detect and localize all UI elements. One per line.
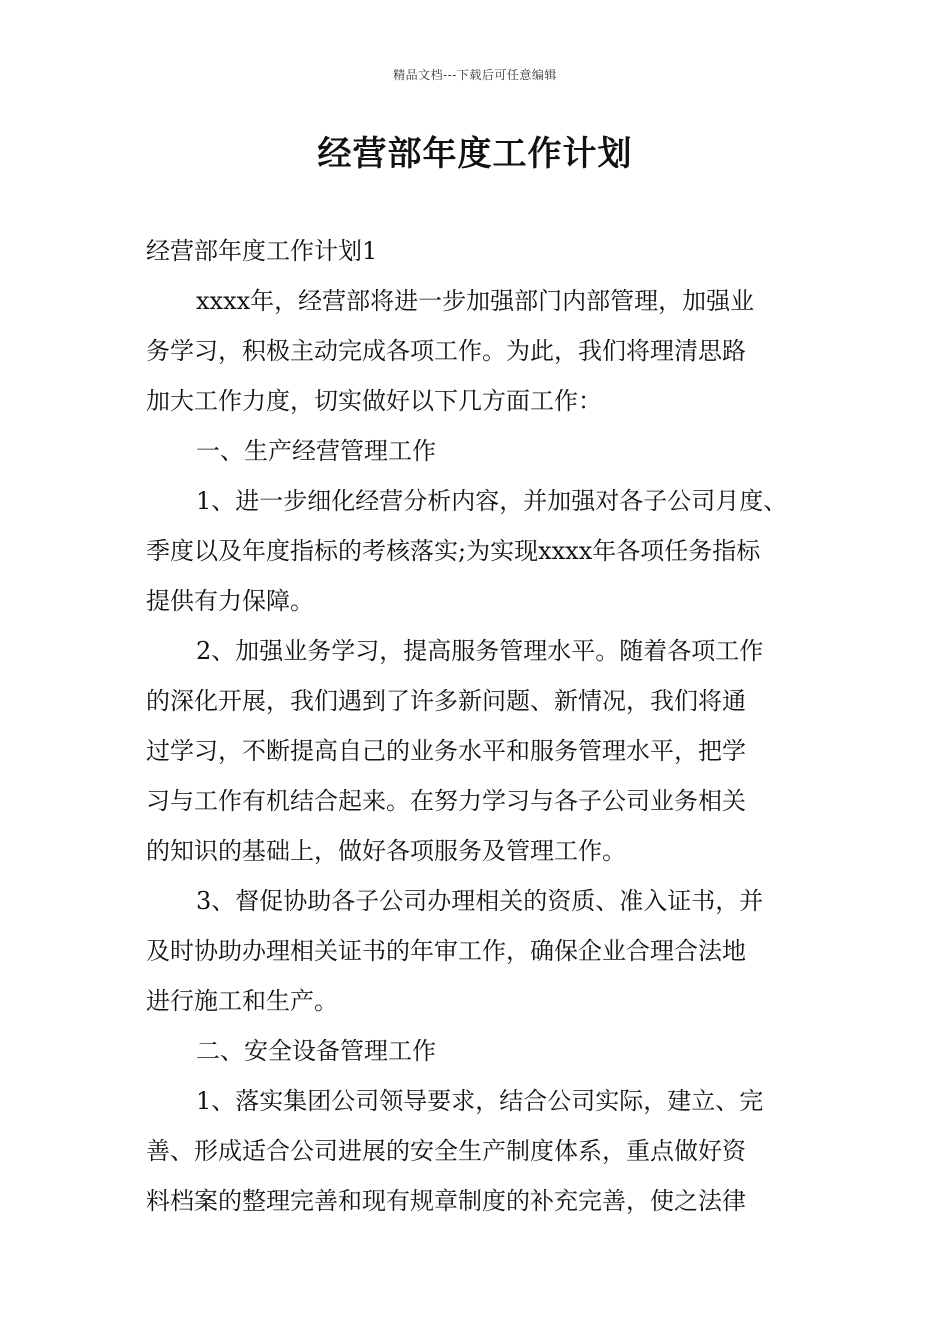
text-line: 二、安全设备管理工作: [196, 1037, 436, 1065]
header-note: 精品文档---下载后可任意编辑: [393, 68, 557, 82]
text-line: 习与工作有机结合起来。在努力学习与各子公司业务相关: [146, 787, 746, 815]
text-line: xxxx年，经营部将进一步加强部门内部管理，加强业: [196, 287, 755, 315]
text-line: 3、督促协助各子公司办理相关的资质、准入证书，并: [196, 887, 764, 915]
text-line: 提供有力保障。: [146, 587, 314, 615]
text-line: 过学习，不断提高自己的业务水平和服务管理水平，把学: [146, 737, 746, 765]
text-line: 加大工作力度，切实做好以下几方面工作：: [146, 387, 602, 415]
text-line: 料档案的整理完善和现有规章制度的补充完善，使之法律: [146, 1187, 746, 1215]
text-line: 1、进一步细化经营分析内容，并加强对各子公司月度、: [196, 487, 788, 515]
text-line: 1、落实集团公司领导要求，结合公司实际，建立、完: [196, 1087, 764, 1115]
text-line: 经营部年度工作计划1: [146, 237, 378, 265]
text-line: 季度以及年度指标的考核落实;为实现xxxx年各项任务指标: [146, 537, 761, 565]
text-line: 进行施工和生产。: [146, 987, 338, 1015]
text-line: 2、加强业务学习，提高服务管理水平。随着各项工作: [196, 637, 764, 665]
text-line: 及时协助办理相关证书的年审工作，确保企业合理合法地: [146, 937, 746, 965]
document-body: [146, 226, 814, 1226]
text-line: 一、生产经营管理工作: [196, 437, 436, 465]
text-line: 的知识的基础上，做好各项服务及管理工作。: [146, 837, 626, 865]
text-line: 的深化开展，我们遇到了许多新问题、新情况，我们将通: [146, 687, 746, 715]
text-line: 务学习，积极主动完成各项工作。为此，我们将理清思路: [146, 337, 746, 365]
document-title: 经营部年度工作计划: [317, 134, 633, 174]
text-line: 善、形成适合公司进展的安全生产制度体系，重点做好资: [146, 1137, 746, 1165]
